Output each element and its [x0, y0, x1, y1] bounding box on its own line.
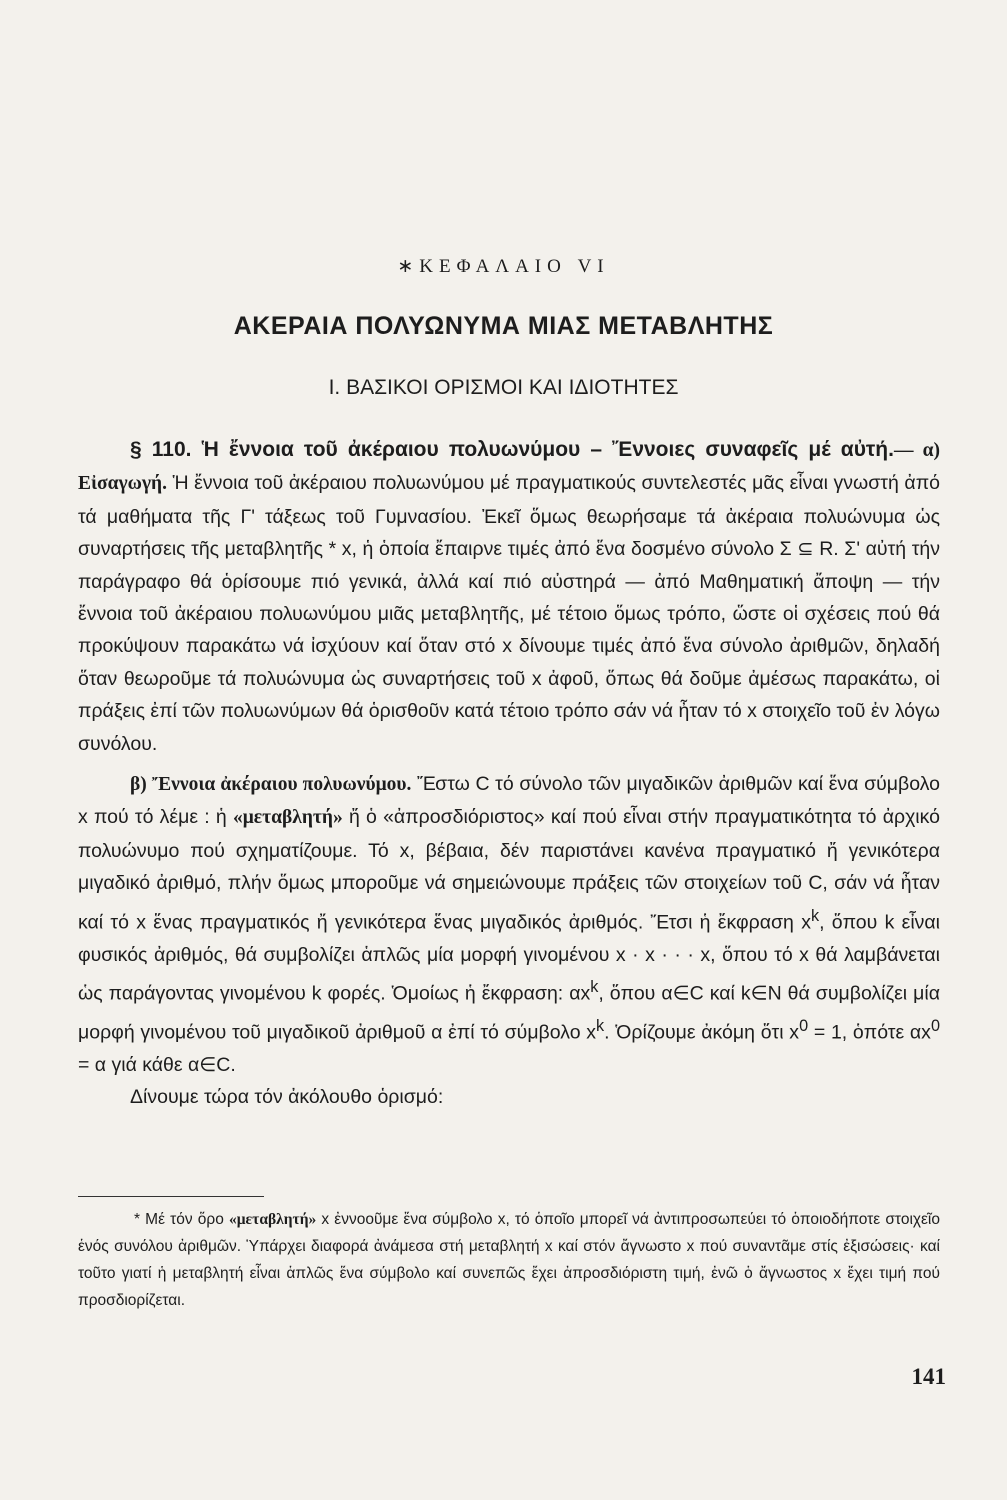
chapter-title: ΑΚΕΡΑΙΑ ΠΟΛΥΩΝΥΜΑ ΜΙΑΣ ΜΕΤΑΒΛΗΤΗΣ	[233, 312, 774, 340]
superscript-k-2: k	[590, 978, 599, 996]
footnote-term: «μεταβλητή»	[229, 1211, 317, 1228]
paragraph-beta-text-6: = 1, ὁπότε αx	[808, 1021, 931, 1044]
paragraph-beta-heading: β) Ἔννοια ἀκέραιου πολυωνύμου.	[130, 774, 412, 796]
superscript-k-3: k	[596, 1016, 605, 1035]
section-title: I. ΒΑΣΙΚΟΙ ΟΡΙΣΜΟΙ ΚΑΙ ΙΔΙΟΤΗΤΕΣ	[328, 376, 679, 399]
footnote-text: x ἐννοοῦμε ἕνα σύμβολο x, τό ὁποῖο μπορεῖ νά ἀντιπροσωπεύει τό ὁποιοδήποτε στοιχεῖο ἑνός συνόλου ἀριθμῶν. Ὑπάρχει διαφορά ἀνάμεσα στή μεταβλητή x καί στόν ἄγνωστο x πού συναντᾶμε στίς ἐξισώσεις· καί τοῦτο γιατί ἡ μεταβλητή εἶναι ἁπλῶς ἕνα σύμβολο καί συνεπῶς ἔχει ἀπροσδιόριστη τιμή, ἐνῶ ὁ ἄγνωστος x ἔχει τιμή πού προσδιορίζεται.	[78, 1211, 940, 1309]
paragraph-beta-text-7: = α γιά κάθε α∈C.	[78, 1053, 236, 1076]
footnote	[78, 1206, 940, 1314]
paragraph-110-text: Ἡ ἔννοια τοῦ ἀκέραιου πολυωνύμου μέ πραγματικούς συντελεστές μᾶς εἶναι γνωστή ἀπό τά μαθήματα τῆς Γ' τάξεως τοῦ Γυμνασίου. Ἐκεῖ ὅμως θεωρήσαμε τά ἀκέραια πολυώνυμα ὡς συναρτήσεις τῆς μεταβλητῆς * x, ἡ ὁποία ἔπαιρνε τιμές ἀπό ἕνα δοσμένο σύνολο Σ ⊆ R. Σ' αὐτή τήν παράγραφο θά ὁρίσουμε πιό γενικά, ἀλλά καί πιό αὐστηρά — ἀπό Μαθηματική ἄποψη — τήν ἔννοια τοῦ ἀκέραιου πολυωνύμου μιᾶς μεταβλητῆς, μέ τέτοιο ὅμως τρόπο, ὥστε οἱ σχέσεις πού θά προκύψουν παρακάτω νά ἰσχύουν καί ὅταν στό x δίνουμε τιμές ἀπό ἕνα σύνολο ἀριθμῶν, δηλαδή ὅταν θεωροῦμε τά πολυώνυμα ὡς συναρτήσεις τοῦ x ἀφοῦ, ὅπως θά δοῦμε ἀμέσως παρακάτω, οἱ πράξεις ἐπί τῶν πολυωνύμων θά ὁρισθοῦν κατά τέτοιο τρόπο σάν νά ἦταν τό x στοιχεῖο τοῦ ἐν λόγω συνόλου.	[78, 472, 940, 755]
paragraph-beta-text-5: . Ὁρίζουμε ἀκόμη ὅτι x	[604, 1021, 800, 1044]
paragraph-beta-text-3: , ὅπου k εἶναι φυσικός ἀριθμός, θά συμβολίζει ἁπλῶς μία μορφή γινομένου x · x · · · x, ὅπου τό x θά λαμβάνεται ὡς παράγοντας γινομένου k φορές. Ὁμοίως ἡ ἔκφραση: αx	[78, 911, 941, 1005]
paragraph-beta-text-2: ἤ ὁ «ἀπροσδιόριστος» καί πού εἶναι στήν πραγματικότητα τό ἀρχικό πολυώνυμο πού σχηματίζουμε. Τό x, βέβαια, δέν παριστάνει κανένα πραγματικό ἤ γενικότερα μιγαδικό ἀριθμό, πλήν ὅμως μποροῦμε νά σημειώνουμε πράξεις τῶν στοιχείων τοῦ C, σάν νά ἦταν καί τό x ἕνας πραγματικός ἤ γενικότερα ἕνας μιγαδικός ἀριθμός. Ἔτσι ἡ ἔκφραση x	[78, 806, 940, 934]
paragraph-beta-text-1: Ἔστω C τό σύνολο τῶν μιγαδικῶν ἀριθμῶν καί ἕνα σύμβολο x πού τό λέμε : ἡ	[78, 773, 940, 829]
superscript-zero-2: 0	[930, 1016, 940, 1035]
superscript-k-1: k	[810, 906, 820, 925]
paragraph-beta	[78, 768, 940, 1081]
superscript-zero-1: 0	[799, 1016, 809, 1035]
footnote-lead: * Μέ τόν ὅρο	[134, 1211, 224, 1228]
closing-line: Δίνουμε τώρα τόν ἀκόλουθο ὁρισμό:	[130, 1086, 444, 1109]
paragraph-110	[78, 434, 940, 760]
chapter-heading: ∗ΚΕΦΑΛΑΙΟ VI	[397, 256, 610, 277]
body-text	[78, 434, 940, 1114]
paragraph-beta-text-4: , ὅπου α∈C καί k∈N θά συμβολίζει μία μορφή γινομένου τοῦ μιγαδικοῦ ἀριθμοῦ α ἐπί τό σύμβολο x	[78, 982, 940, 1044]
paragraph-110-heading: § 110. Ἡ ἔννοια τοῦ ἀκέραιου πολυωνύμου – Ἔννοιες συναφεῖς μέ αὐτή.	[130, 438, 894, 461]
page-number: 141	[911, 1364, 946, 1389]
paragraph-beta-term: «μεταβλητή»	[232, 807, 343, 829]
paragraph-110-subheading: — α) Εἰσαγωγή.	[78, 440, 940, 495]
footnote-divider	[78, 1196, 264, 1197]
